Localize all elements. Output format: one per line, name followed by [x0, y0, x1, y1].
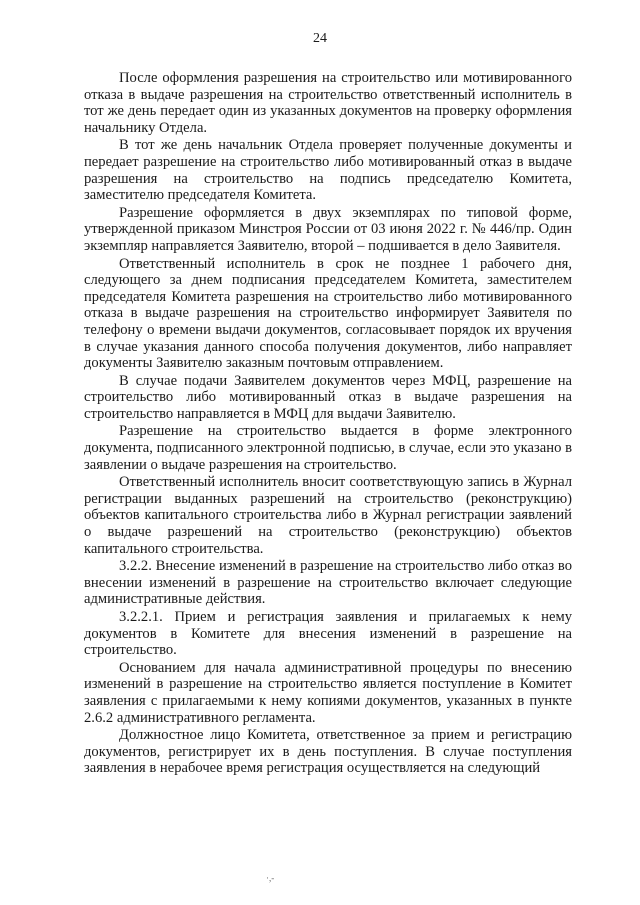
paragraph-mfc-submission: В случае подачи Заявителем документов через МФЦ, разрешение на строительство либо мотивированный отказ в выдаче разрешения на строительство направляется в МФЦ для выдачи Заявителю. [84, 372, 572, 422]
paragraph-applicant-notification: Ответственный исполнитель в срок не позднее 1 рабочего дня, следующего за днем подписания председателем Комитета, заместителем председателя Комитета разрешения на строительство либо мотивированного отказа в выдаче разрешения на строительство информирует Заявителя по телефону о времени выдачи документов, согласовывает порядок их вручения в случае указания данного способа получения документов, либо направляет документы Заявителю заказным почтовым отправлением. [84, 255, 572, 372]
page-number: 24 [313, 31, 327, 46]
paragraph-electronic-document: Разрешение на строительство выдается в форме электронного документа, подписанного электронной подписью, в случае, если это указано в заявлении о выдаче разрешения на строительство. [84, 423, 572, 473]
paragraph-section-3-2-2-1: 3.2.2.1. Прием и регистрация заявления и прилагаемых к нему документов в Комитете для внесения изменений в разрешение на строительство. [84, 609, 572, 659]
scan-artifact-mark: ·,- [266, 873, 275, 883]
paragraph-procedure-basis: Основанием для начала административной процедуры по внесению изменений в разрешение на строительство является поступление в Комитет заявления с прилагаемыми к нему копиями документов, указанных в пункте 2.6.2 административного регламента. [84, 659, 572, 726]
paragraph-after-permit-issued: После оформления разрешения на строительство или мотивированного отказа в выдаче разрешения на строительство ответственный исполнитель в тот же день передает один из указанных документов на проверку оформления начальнику Отдела. [84, 70, 572, 136]
paragraph-section-3-2-2: 3.2.2. Внесение изменений в разрешение на строительство либо отказ во внесении изменений в разрешение на строительство включает следующие административные действия. [84, 558, 572, 608]
paragraph-registration-journal: Ответственный исполнитель вносит соответствующую запись в Журнал регистрации выданных разрешений на строительство (реконструкцию) объектов капитального строительства либо в Журнал регистрации заявлений о выдаче разрешений на строительство (реконструкцию) объектов капитального строительства. [84, 474, 572, 557]
paragraph-permit-two-copies: Разрешение оформляется в двух экземплярах по типовой форме, утвержденной приказом Минстроя России от 03 июня 2022 г. № 446/пр. Один экземпляр направляется Заявителю, второй – подшивается в дело Заявителя. [84, 204, 572, 254]
document-body [84, 70, 572, 777]
paragraph-official-registration: Должностное лицо Комитета, ответственное за прием и регистрацию документов, регистрирует их в день поступления. В случае поступления заявления в нерабочее время регистрация осуществляется на следующий [84, 727, 572, 777]
paragraph-department-head-review: В тот же день начальник Отдела проверяет полученные документы и передает разрешение на строительство либо мотивированный отказ в выдаче разрешения на строительство на подпись председателю Комитета, заместителю председателя Комитета. [84, 137, 572, 204]
